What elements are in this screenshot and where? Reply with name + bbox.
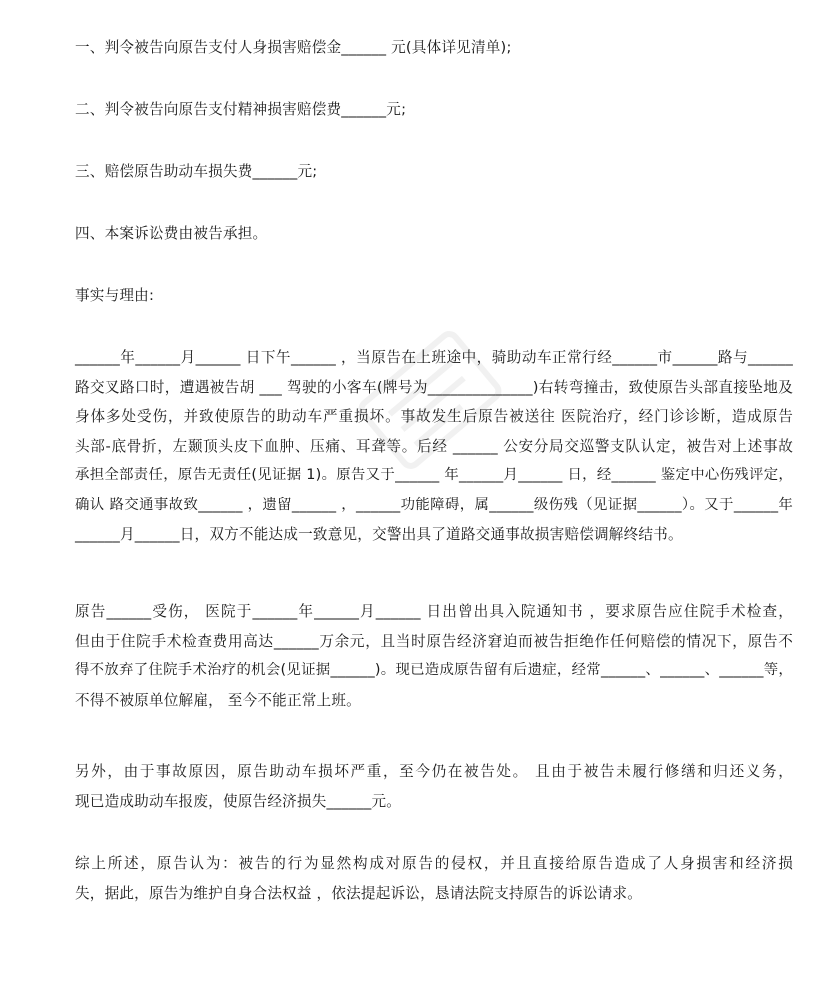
facts-line: 路交叉路口时，遭遇被告胡 ___ 驾驶的小客车(牌号为______________)右转弯撞击，致使原告头部直接坠地及: [75, 378, 793, 396]
injury-line: 不得不被原单位解雇， 至今不能正常上班。: [75, 691, 361, 709]
vehicle-line: 另外，由于事故原因，原告助动车损坏严重，至今仍在被告处。 且由于被告未履行修缮和归还义务，: [75, 763, 793, 780]
injury-paragraph: [75, 597, 793, 715]
injury-line: 但由于住院手术检查费用高达______万余元，且当时原告经济窘迫而被告拒绝作任何赔偿的情况下，原告不: [75, 632, 793, 650]
facts-line: ______年______月______ 日下午______ ，当原告在上班途中，骑助动车正常行经______市______路与______: [75, 349, 793, 366]
claim-item-2: 二、判令被告向原告支付精神损害赔偿费______元;: [75, 101, 407, 118]
summary-line: 失，据此，原告为维护自身合法权益 ，依法提起诉讼，恳请法院支持原告的诉讼请求。: [75, 884, 643, 902]
facts-line: 确认 路交通事故致______ ，遗留______ ，______功能障碍，属______级伤残（见证据______）。又于______年: [75, 496, 793, 513]
injury-line: 原告______受伤， 医院于______年______月______ 日出曾出具入院通知书 ，要求原告应住院手术检查，: [75, 603, 793, 620]
injury-line: 得不放弃了住院手术治疗的机会(见证据______)。现已造成原告留有后遗症，经常______、______、______等，: [75, 662, 793, 678]
summary-line: 综上所述，原告认为：被告的行为显然构成对原告的侵权，并且直接给原告造成了人身损害和经济损: [75, 855, 793, 872]
vehicle-paragraph: [75, 757, 793, 816]
facts-heading: 事实与理由:: [75, 287, 155, 304]
summary-paragraph: [75, 849, 793, 908]
claim-item-1: 一、判令被告向原告支付人身损害赔偿金______ 元(具体详见清单);: [75, 39, 512, 56]
facts-line: 承担全部责任，原告无责任(见证据 1)。原告又于______ 年______月______ 日，经______ 鉴定中心伤残评定，: [75, 467, 793, 483]
facts-line: ______月______日，双方不能达成一致意见，交警出具了道路交通事故损害赔偿调解终结书。: [75, 526, 683, 543]
vehicle-line: 现已造成助动车报废，使原告经济损失______元。: [75, 792, 402, 810]
facts-line: 身体多处受伤，并致使原告的助动车严重损坏。事故发生后原告被送往 医院治疗，经门诊诊断，造成原告: [75, 408, 793, 425]
claim-item-3: 三、赔偿原告助动车损失费______元;: [75, 163, 318, 180]
facts-line: 头部-底骨折，左颞顶头皮下血肿、压痛、耳聋等。后经 ______ 公安分局交巡警支队认定，被告对上述事故: [75, 437, 793, 455]
claim-item-4: 四、本案诉讼费由被告承担。: [75, 225, 268, 242]
facts-paragraph: [75, 343, 793, 550]
